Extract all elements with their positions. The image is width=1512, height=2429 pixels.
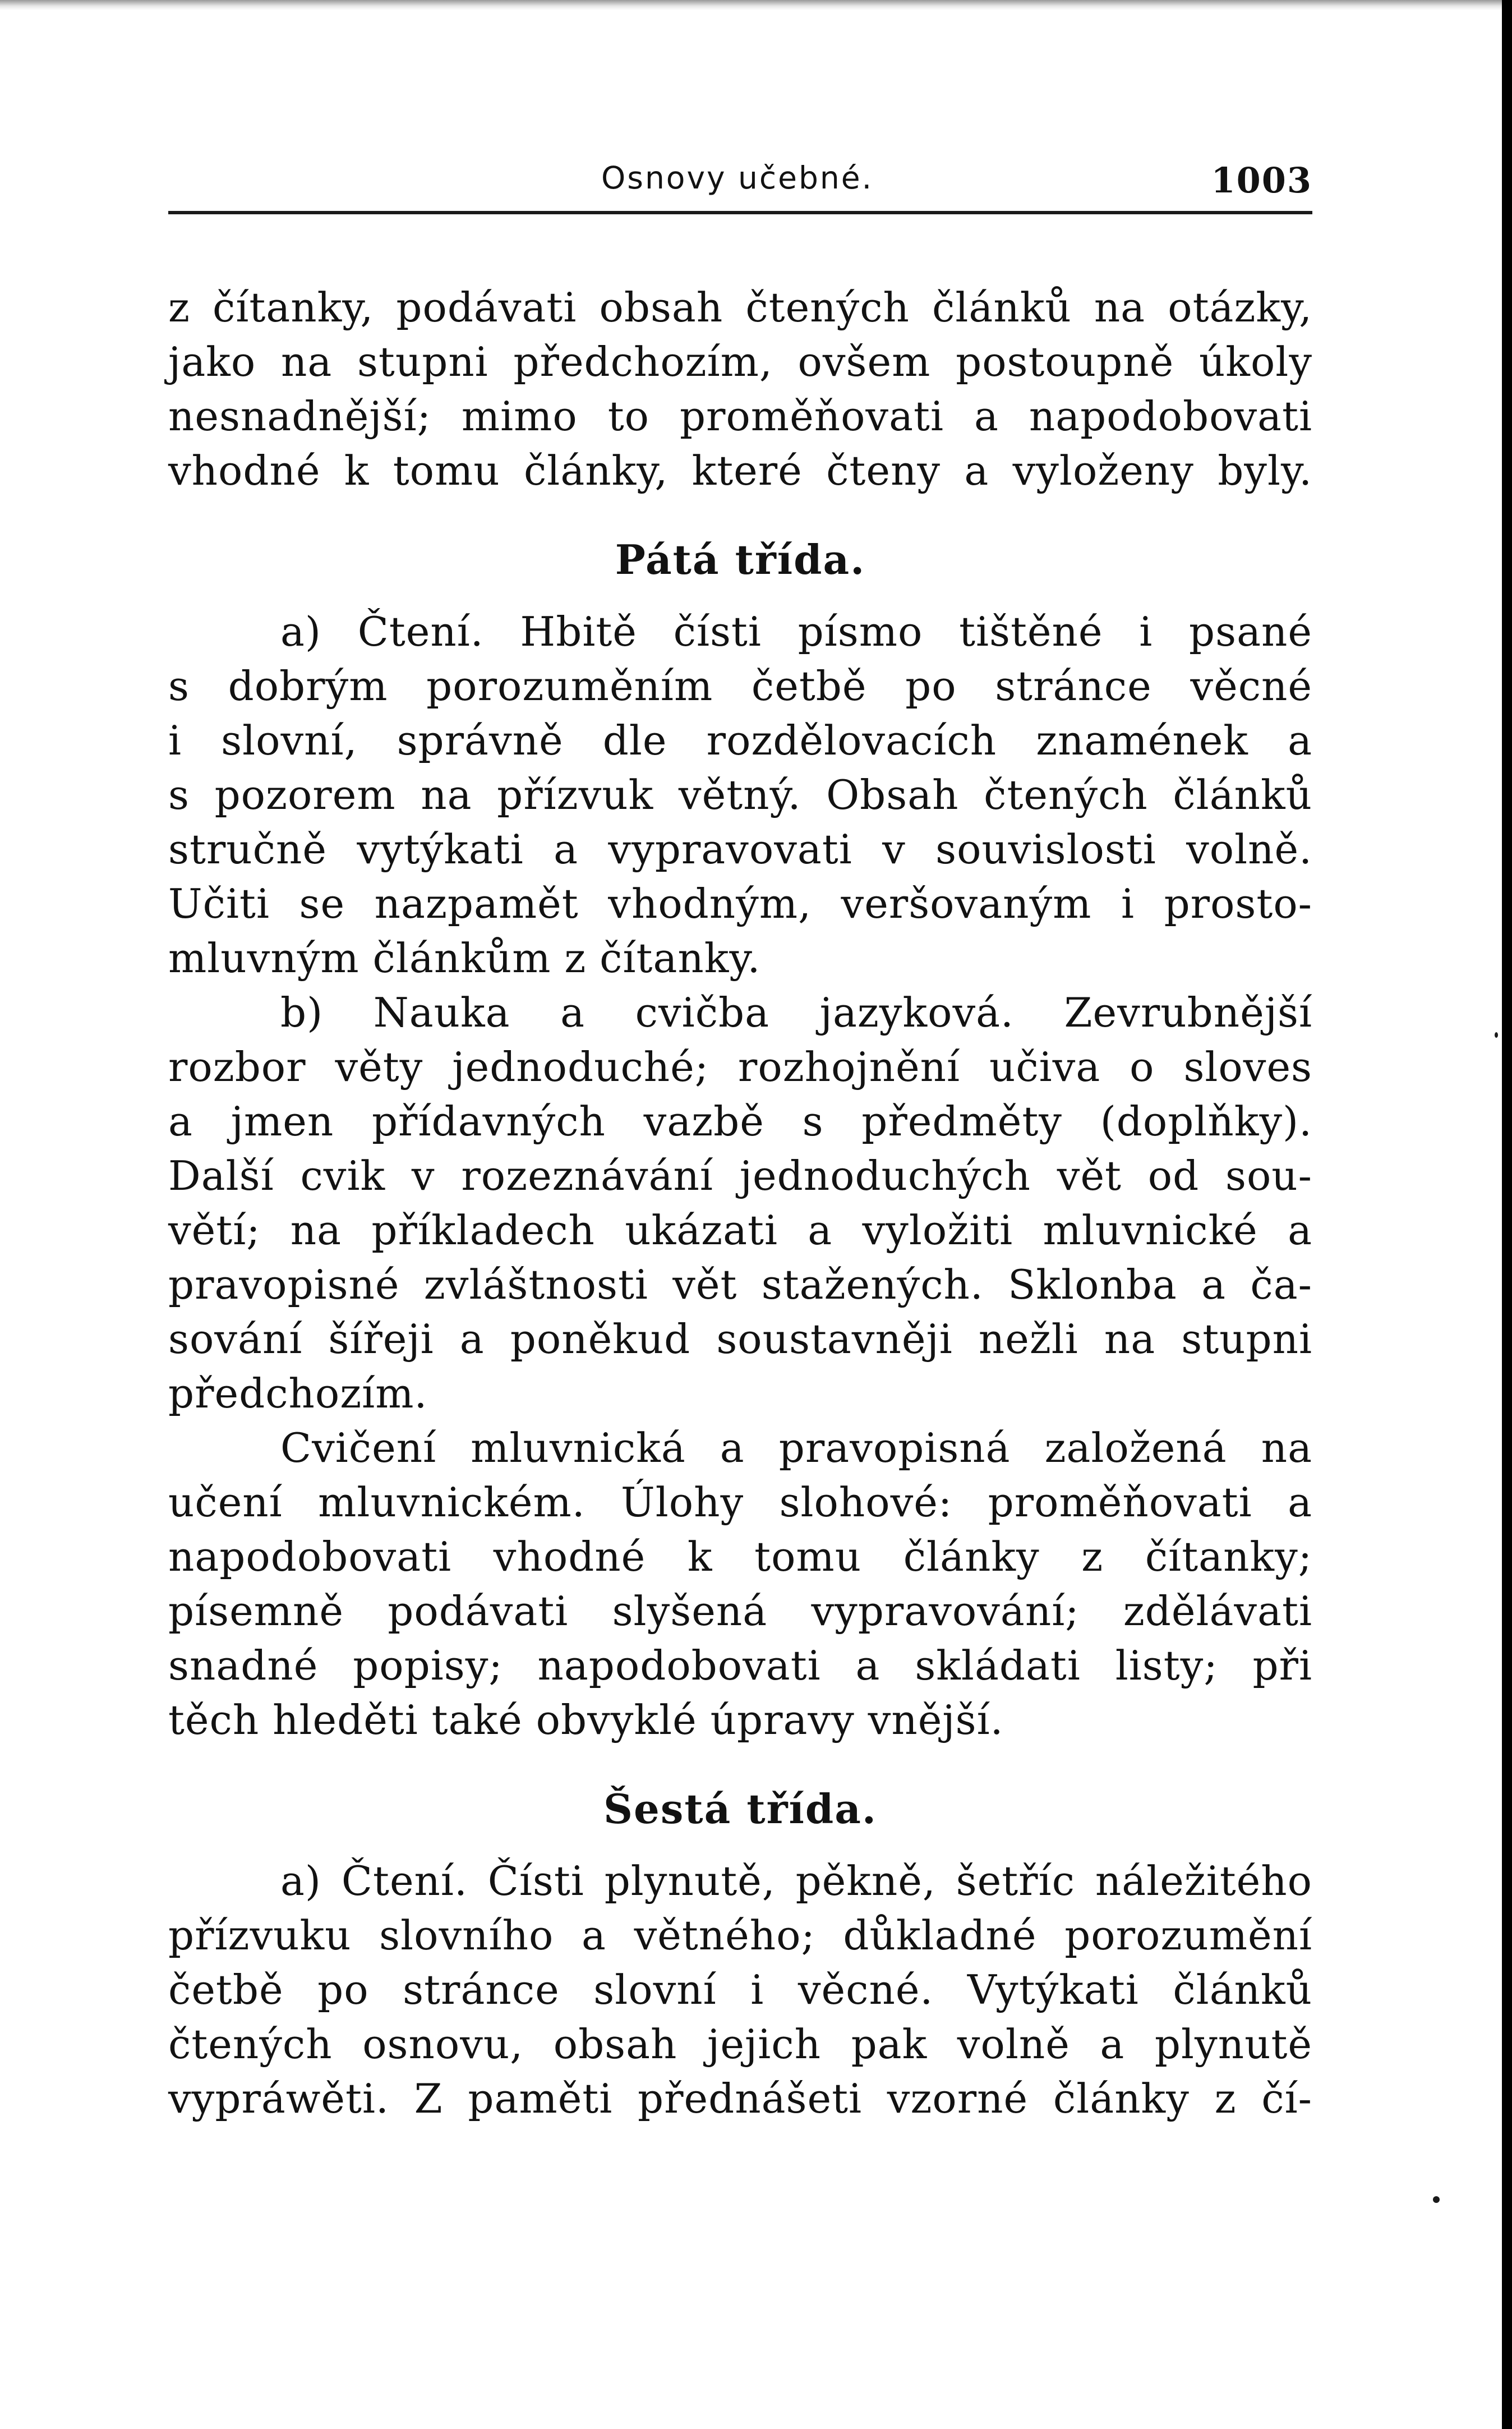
text-line: pravopisné zvláštnosti vět stažených. Sklonba a ča- [168,1261,1312,1308]
text-line: b) Nauka a cvičba jazyková. Zevrubnější [280,989,1312,1036]
text-line: předchozím. [168,1370,428,1417]
text-line: a) Čtení. Čísti plynutě, pěkně, šetříc náležitého [280,1857,1312,1904]
text-line: písemně podávati slyšená vypravování; zdělávati [168,1588,1312,1635]
text-line: mluvným článkům z čítanky. [168,935,761,982]
text-line: a) Čtení. Hbitě čísti písmo tištěné i psané [280,608,1312,655]
scan-speck [1495,1032,1498,1038]
text-line: i slovní, správně dle rozdělovacích znamének a [168,717,1312,764]
text-line: těch hleděti také obvyklé úpravy vnější. [168,1696,1004,1743]
text-line: a jmen přídavných vazbě s předměty (doplňky). [168,1098,1312,1145]
text-line: přízvuku slovního a větného; důkladné porozumění [168,1912,1312,1959]
scan-speck [1433,2196,1440,2203]
text-line: z čítanky, podávati obsah čtených článků na otázky, [168,284,1312,331]
text-line: vypráwěti. Z paměti přednášeti vzorné články z čí- [168,2075,1312,2122]
text-line: Další cvik v rozeznávání jednoduchých vět od sou- [168,1152,1312,1199]
text-line: napodobovati vhodné k tomu články z čítanky; [168,1533,1312,1580]
text-line: snadné popisy; napodobovati a skládati listy; při [168,1642,1312,1689]
text-line: nesnadnější; mimo to proměňovati a napodobovati [168,393,1312,440]
section-heading-6: Šestá třída. [603,1785,877,1833]
text-line: čtených osnovu, obsah jejich pak volně a plynutě [168,2021,1312,2068]
scan-right-edge [1502,0,1512,2429]
header-rule [168,211,1312,214]
scan-top-edge [0,0,1512,10]
text-line: Učiti se nazpamět vhodným, veršovaným i prosto- [168,880,1312,927]
text-line: sování šířeji a poněkud soustavněji nežli na stupni [168,1315,1312,1363]
text-line: učení mluvnickém. Úlohy slohové: proměňovati a [168,1479,1312,1526]
text-line: Cvičení mluvnická a pravopisná založená na [280,1424,1312,1471]
page-number: 1003 [1211,160,1312,201]
text-line: stručně vytýkati a vypravovati v souvislosti volně. [168,826,1312,873]
text-line: četbě po stránce slovní i věcné. Vytýkati článků [168,1966,1312,2013]
text-line: rozbor věty jednoduché; rozhojnění učiva o sloves [168,1043,1312,1091]
text-line: vhodné k tomu články, které čteny a vyloženy byly. [168,447,1312,494]
running-header [168,160,1312,205]
text-line: větí; na příkladech ukázati a vyložiti mluvnické a [168,1207,1312,1254]
page-text [168,280,1312,2126]
section-heading-5: Pátá třída. [615,536,866,583]
text-line: s pozorem na přízvuk větný. Obsah čtených článků [168,771,1312,818]
text-line: jako na stupni předchozím, ovšem postoupně úkoly [168,338,1312,385]
text-line: s dobrým porozuměním četbě po stránce věcné [168,663,1312,710]
running-title: Osnovy učebné. [601,160,874,196]
